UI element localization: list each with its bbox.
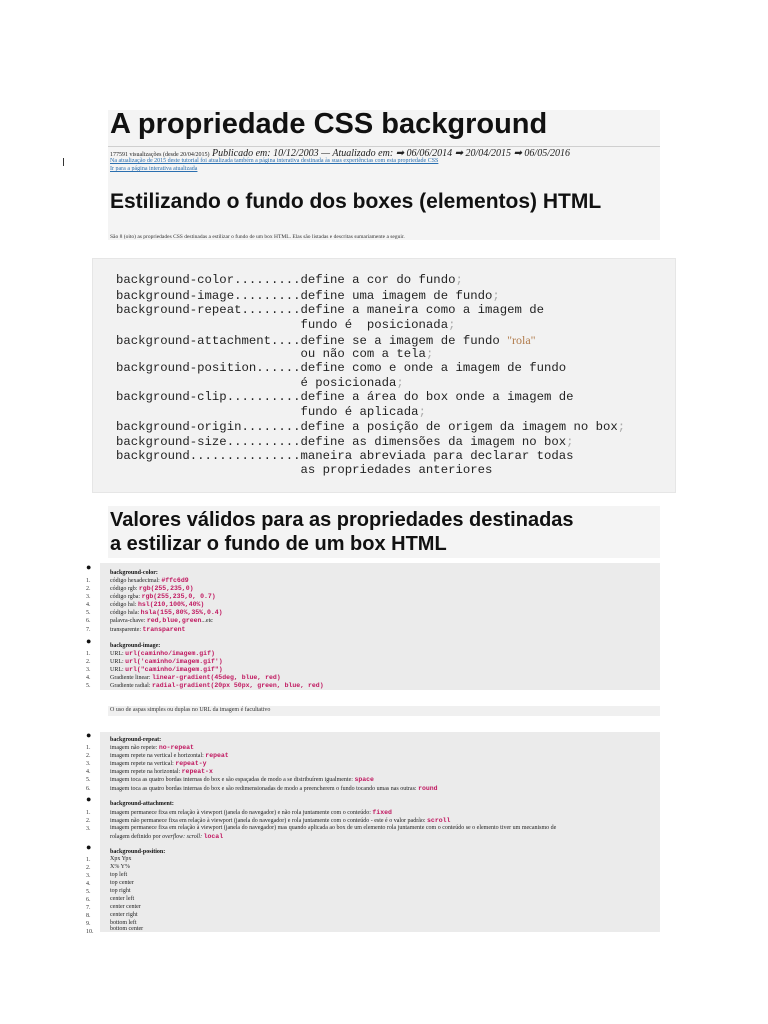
list-item: center center <box>110 904 141 910</box>
list-number: 7. <box>86 627 91 633</box>
list-number: 2. <box>86 753 91 759</box>
list-item: top left <box>110 872 128 878</box>
title-divider <box>108 146 660 147</box>
list-number: 10. <box>86 929 94 935</box>
list-heading: background-image: <box>110 643 161 649</box>
list-item: imagem permanece fixa em relação à viewport (janela do navegador) e não rola juntamente com o conteúdo: fixed <box>110 809 392 816</box>
list-item: imagem permanece fixa em relação à viewport (janela do navegador) mas quando aplicada ao box de um elemento rola juntamente com o conteúdo se o elemento tiver um mecanismo de <box>110 825 557 831</box>
list-number: 3. <box>86 826 91 832</box>
list-item: top center <box>110 880 134 886</box>
list-item: center left <box>110 896 135 902</box>
list-number: 2. <box>86 865 91 871</box>
list-item: código hexadecimal: #ffc6d9 <box>110 577 189 584</box>
code-line: background...............maneira abreviada para declarar todas <box>116 449 574 463</box>
list-heading: background-repeat: <box>110 737 162 743</box>
list-heading: background-position: <box>110 849 166 855</box>
list-item: imagem toca as quatro bordas internas do box e são espaçadas de modo a se distribuírem igualmente: space <box>110 776 374 783</box>
list-item: X% Y% <box>110 864 130 870</box>
list-number: 5. <box>86 777 91 783</box>
list-item: Gradiente linear: linear-gradient(45deg, blue, red) <box>110 674 281 681</box>
list-number: 5. <box>86 683 91 689</box>
bullet: ● <box>86 794 92 804</box>
list-item: imagem não repete: no-repeat <box>110 744 194 751</box>
list-item: imagem toca as quatro bordas internas do box e são redimensionadas de modo a preencherem o fundo tocando umas nas outras: round <box>110 785 438 792</box>
code-line: ou não com a tela; <box>116 347 434 361</box>
list-number: 1. <box>86 810 91 816</box>
code-line: background-attachment....define se a imagem de fundo "rola" <box>116 333 536 348</box>
publish-dates: Publicado em: 10/12/2003 — Atualizado em: ➡ 06/06/2014 ➡ 20/04/2015 ➡ 06/05/2016 <box>211 148 570 159</box>
rola-word: "rola" <box>507 333 536 347</box>
code-line: background-origin........define a posição de origem da imagem no box; <box>116 420 626 434</box>
list-item: top right <box>110 888 131 894</box>
list-item: código hsl: hsl(210,100%,40%) <box>110 601 205 608</box>
list-item: URL: url(caminho/imagem.gif) <box>110 650 215 657</box>
list-heading: background-color: <box>110 570 158 576</box>
code-line: background-position......define como e onde a imagem de fundo <box>116 361 567 375</box>
bullet: ● <box>86 636 92 646</box>
list-number: 9. <box>86 921 91 927</box>
list-number: 3. <box>86 873 91 879</box>
list-number: 1. <box>86 651 91 657</box>
code-line: background-repeat........define a maneira como a imagem de <box>116 303 545 317</box>
values-title-line-1: Valores válidos para as propriedades destinadas <box>110 509 574 531</box>
code-line: as propriedades anteriores <box>116 463 493 477</box>
bullet: ● <box>86 842 92 852</box>
update-note-link[interactable]: Na atualização de 2015 deste tutorial foi atualizada também a página interativa destinada às suas experiências com esta propriedade CSS <box>110 158 439 164</box>
bullet: ● <box>86 730 92 740</box>
list-number: 1. <box>86 857 91 863</box>
list-number: 6. <box>86 786 91 792</box>
list-item: código rgb: rgb(255,235,0) <box>110 585 194 592</box>
stray-mark <box>63 158 64 166</box>
list-number: 4. <box>86 881 91 887</box>
code-line: background-color.........define a cor do fundo; <box>116 273 463 287</box>
list-item-continuation: rolagem definido por overflow: scroll: local <box>110 833 224 840</box>
code-line: background-image.........define uma imagem de fundo; <box>116 289 500 303</box>
list-number: 1. <box>86 745 91 751</box>
list-number: 2. <box>86 586 91 592</box>
list-number: 2. <box>86 818 91 824</box>
list-item: bottom center <box>110 926 144 932</box>
list-item: imagem repete na vertical: repeat-y <box>110 760 207 767</box>
code-line: background-size..........define as dimensões da imagem no box; <box>116 435 574 449</box>
list-number: 5. <box>86 889 91 895</box>
list-number: 7. <box>86 905 91 911</box>
list-item: código rgba: rgb(255,235,0, 0.7) <box>110 593 216 600</box>
list-number: 4. <box>86 602 91 608</box>
list-number: 3. <box>86 667 91 673</box>
list-item: imagem não permanece fixa em relação à viewport (janela do navegador) e rola juntamente com o conteúdo - este é o valor padrão: scroll <box>110 817 451 824</box>
list-number: 5. <box>86 610 91 616</box>
list-item: center right <box>110 912 138 918</box>
intro-text: São 8 (oito) as propriedades CSS destinadas a estilizar o fundo de um box HTML. Elas são listadas e descritas sumariamente a seguir. <box>110 234 405 240</box>
list-item: Xpx Ypx <box>110 856 132 862</box>
list-number: 6. <box>86 897 91 903</box>
code-line: fundo é posicionada; <box>116 318 456 332</box>
list-heading: background-attachment: <box>110 801 174 807</box>
list-number: 2. <box>86 659 91 665</box>
list-number: 3. <box>86 594 91 600</box>
list-number: 4. <box>86 769 91 775</box>
list-item: transparente: transparent <box>110 626 186 633</box>
list-item: código hsla: hsla(155,80%,35%,0.4) <box>110 609 223 616</box>
bullet: ● <box>86 562 92 572</box>
list-item: palavra-chave: red,blue,green...etc <box>110 617 213 624</box>
values-title-line-2: a estilizar o fundo de um box HTML <box>110 533 447 555</box>
list-item: imagem repete na horizontal: repeat-x <box>110 768 213 775</box>
list-item: bottom left <box>110 920 137 926</box>
list-number: 1. <box>86 578 91 584</box>
list-number: 8. <box>86 913 91 919</box>
list-item: Gradiente radial: radial-gradient(20px 50px, green, blue, red) <box>110 682 324 689</box>
list-item: imagem repete na vertical e horizontal: repeat <box>110 752 229 759</box>
code-line: é posicionada; <box>116 376 404 390</box>
list-item: URL: url("caminho/imagem.gif") <box>110 666 223 673</box>
section-title: Estilizando o fundo dos boxes (elementos) HTML <box>110 190 602 213</box>
list-item: URL: url('caminho/imagem.gif') <box>110 658 223 665</box>
interactive-page-link[interactable]: Ir para a página interativa atualizada <box>110 166 198 172</box>
code-line: background-clip..........define a área do box onde a imagem de <box>116 390 574 404</box>
list-number: 3. <box>86 761 91 767</box>
view-count: 177591 visualizações (desde 20/04/2015) <box>110 152 210 158</box>
code-line: fundo é aplicada; <box>116 405 426 419</box>
list-number: 6. <box>86 618 91 624</box>
list-number: 4. <box>86 675 91 681</box>
page-title: A propriedade CSS background <box>110 108 548 140</box>
url-quotes-note: O uso de aspas simples ou duplas no URL da imagem é facultativo <box>110 707 271 713</box>
